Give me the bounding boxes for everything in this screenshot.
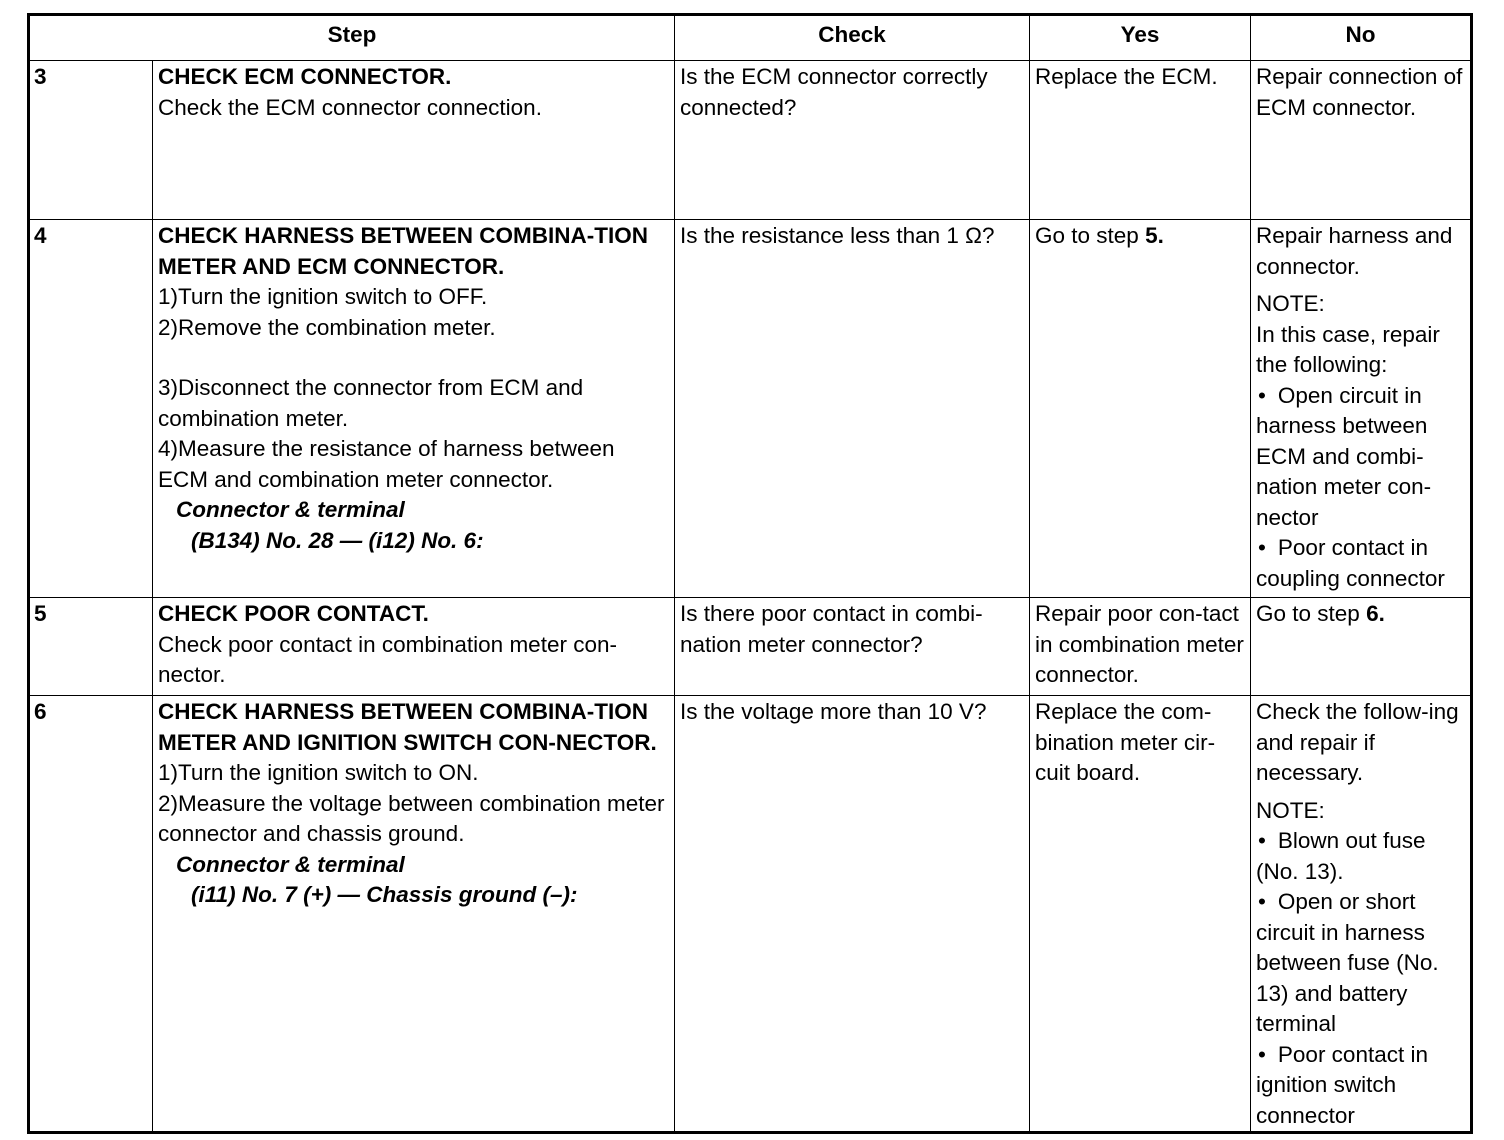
step-instruction: Check the ECM connector connection. — [158, 94, 542, 120]
yes-step: 5. — [1145, 223, 1164, 248]
table-row — [29, 598, 1472, 696]
step-number: 4 — [29, 220, 153, 598]
step-instruction: 4)Measure the resistance of harness between ECM and combination meter connector. — [158, 436, 615, 492]
bullet-item: • Blown out fuse (No. 13). — [1256, 826, 1465, 887]
step-number: 3 — [29, 61, 153, 220]
step-title: CHECK HARNESS BETWEEN COMBINA-TION METER AND IGNITION SWITCH CON-NECTOR. — [158, 699, 657, 755]
step-number: 5 — [29, 598, 153, 696]
header-row — [29, 15, 1472, 61]
step-instruction: 3)Disconnect the connector from ECM and combination meter. — [158, 375, 584, 431]
no-main: Repair harness and connector. — [1256, 223, 1453, 279]
header-yes: Yes — [1030, 15, 1251, 61]
yes-cell — [1030, 220, 1251, 598]
header-no: No — [1251, 15, 1472, 61]
step-instruction: Check poor contact in combination meter con-nector. — [158, 631, 617, 687]
step-instruction: 1)Turn the ignition switch to ON. — [158, 760, 479, 785]
note-text: In this case, repair the following: — [1256, 321, 1440, 377]
table-row — [29, 61, 1472, 220]
step-title: CHECK POOR CONTACT. — [158, 601, 429, 626]
step-title: CHECK ECM CONNECTOR. — [158, 64, 452, 89]
step-cell — [153, 220, 675, 598]
yes-cell: Replace the com-bination meter cir-cuit board. — [1030, 696, 1251, 1133]
bullet-item: • Poor contact in coupling connector — [1256, 533, 1465, 594]
note-label: NOTE: — [1256, 291, 1325, 316]
connector-value: (i11) No. 7 (+) — Chassis ground (–): — [191, 882, 578, 907]
table-row — [29, 220, 1472, 598]
yes-cell: Repair poor con-tact in combination meter connector. — [1030, 598, 1251, 696]
step-instruction: 2)Remove the combination meter. — [158, 314, 496, 340]
header-check: Check — [675, 15, 1030, 61]
yes-cell: Replace the ECM. — [1030, 61, 1251, 220]
check-cell: Is the ECM connector correctly connected? — [675, 61, 1030, 220]
note-label: NOTE: — [1256, 797, 1325, 823]
yes-prefix: Go to step — [1035, 223, 1146, 248]
step-cell — [153, 598, 675, 696]
bullet-item: • Open circuit in harness between ECM and combi-nation meter con-nector — [1256, 381, 1465, 534]
bullet-item: • Poor contact in ignition switch connector — [1256, 1040, 1465, 1132]
step-instruction: 2)Measure the voltage between combination meter connector and chassis ground. — [158, 790, 665, 846]
no-cell: Repair connection of ECM connector. — [1251, 61, 1472, 220]
check-cell: Is the voltage more than 10 V? — [675, 696, 1030, 1133]
no-main: Check the follow-ing and repair if necessary. — [1256, 699, 1459, 785]
step-cell — [153, 696, 675, 1133]
table-row — [29, 696, 1472, 1133]
diagnostic-table — [27, 13, 1473, 1134]
no-cell — [1251, 696, 1472, 1133]
no-step: 6. — [1366, 601, 1385, 626]
spacer — [158, 343, 669, 373]
step-cell — [153, 61, 675, 220]
connector-label: Connector & terminal — [176, 851, 405, 877]
connector-label: Connector & terminal — [176, 497, 405, 522]
bullet-item: • Open or short circuit in harness between fuse (No. 13) and battery terminal — [1256, 887, 1465, 1040]
no-cell — [1251, 220, 1472, 598]
step-instruction: 1)Turn the ignition switch to OFF. — [158, 284, 488, 309]
step-number: 6 — [29, 696, 153, 1133]
no-prefix: Go to step — [1256, 601, 1367, 626]
check-cell: Is there poor contact in combi-nation meter connector? — [675, 598, 1030, 696]
check-cell: Is the resistance less than 1 Ω? — [675, 220, 1030, 598]
header-step: Step — [29, 15, 675, 61]
no-cell — [1251, 598, 1472, 696]
step-title: CHECK HARNESS BETWEEN COMBINA-TION METER AND ECM CONNECTOR. — [158, 223, 649, 279]
connector-value: (B134) No. 28 — (i12) No. 6: — [191, 527, 484, 553]
